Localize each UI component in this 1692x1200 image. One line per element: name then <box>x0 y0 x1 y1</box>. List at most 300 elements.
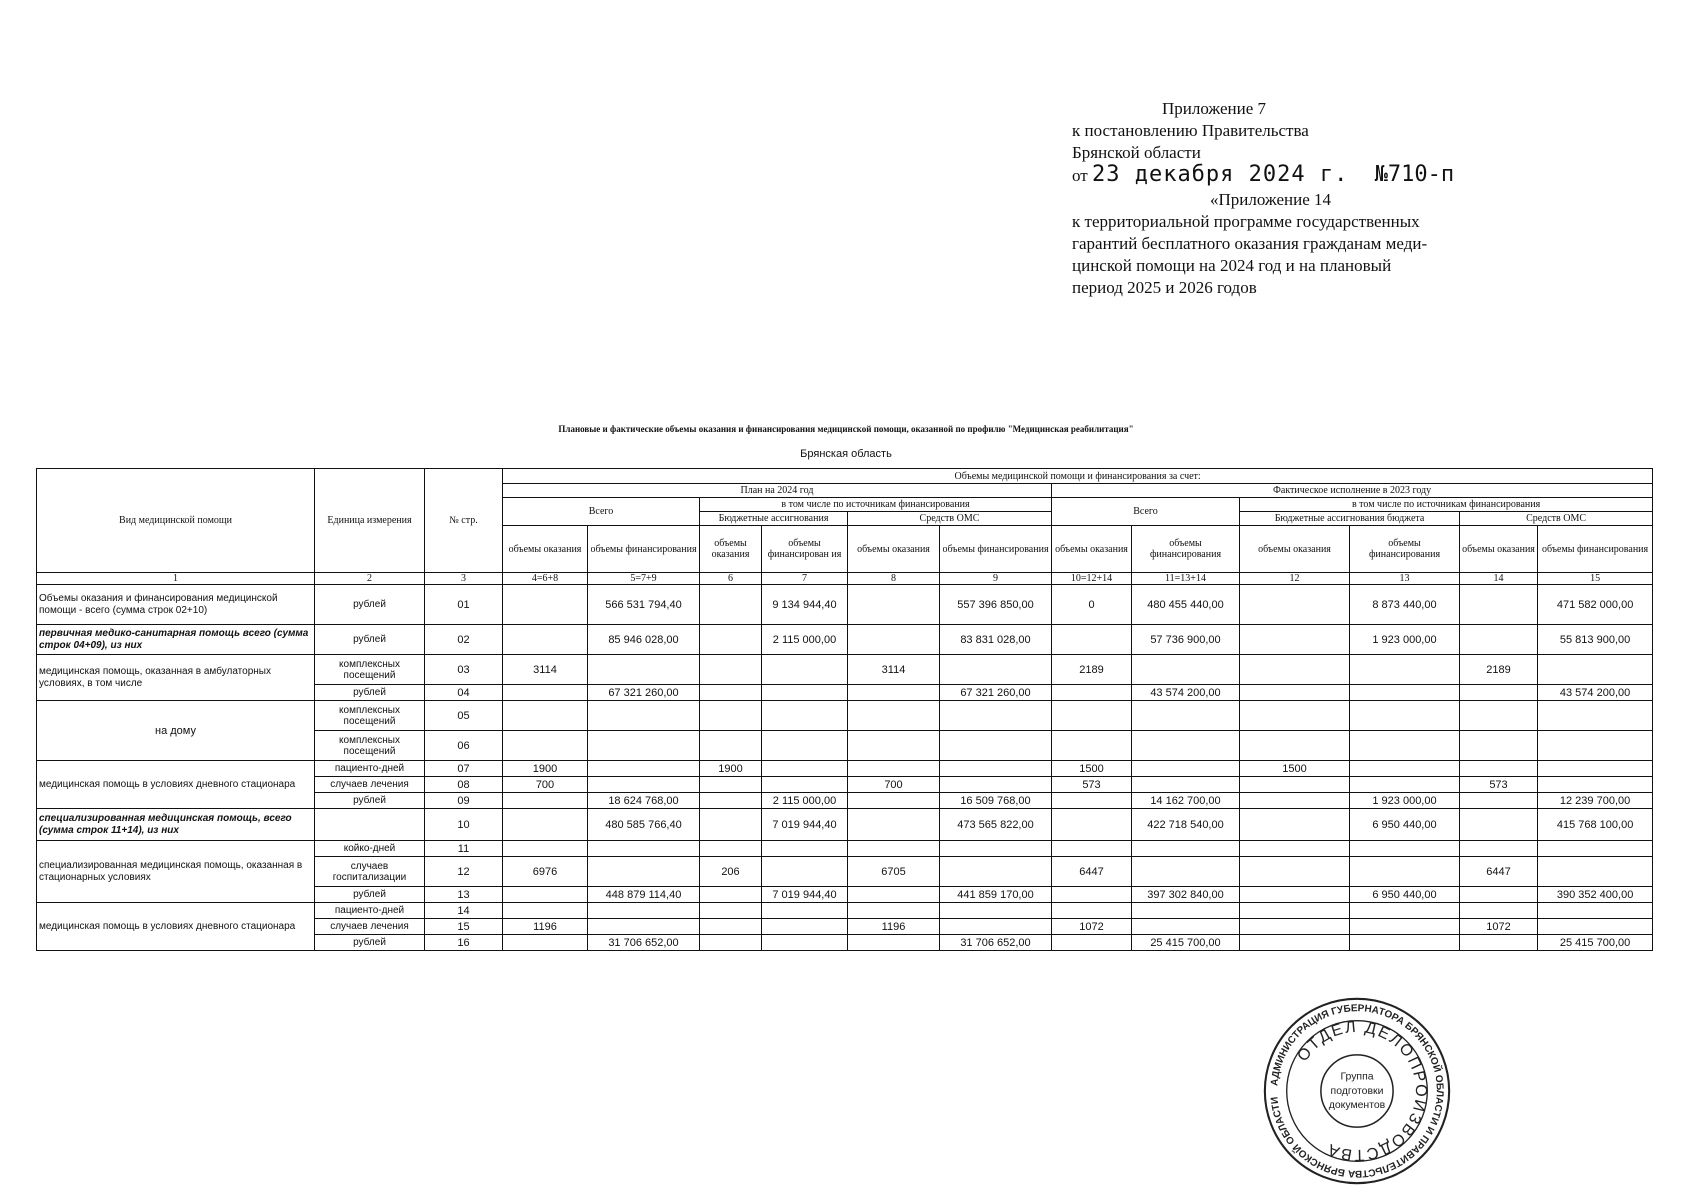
table-cell <box>1052 685 1132 701</box>
table-cell <box>1350 701 1460 731</box>
table-cell <box>1052 935 1132 951</box>
header-line: период 2025 и 2026 годов <box>1072 278 1257 297</box>
table-cell <box>1240 701 1350 731</box>
table-cell <box>940 919 1052 935</box>
table-cell <box>700 903 762 919</box>
row-unit: комплексных посещений <box>315 731 425 761</box>
table-cell <box>1240 655 1350 685</box>
table-cell <box>1240 777 1350 793</box>
table-cell <box>1052 731 1132 761</box>
table-cell: 7 019 944,40 <box>762 809 848 841</box>
table-cell: 9 134 944,40 <box>762 585 848 625</box>
table-cell <box>1460 809 1538 841</box>
table-cell: 67 321 260,00 <box>588 685 700 701</box>
col-header-fact-oms: Средств ОМС <box>1460 512 1653 526</box>
table-cell <box>848 903 940 919</box>
table-cell <box>503 809 588 841</box>
rehab-volumes-table <box>36 468 1653 951</box>
col-index: 12 <box>1240 573 1350 585</box>
col-header-str: № стр. <box>425 469 503 573</box>
table-cell <box>848 731 940 761</box>
col-header-vid: Вид медицинской помощи <box>37 469 315 573</box>
table-cell: 473 565 822,00 <box>940 809 1052 841</box>
table-cell <box>1052 625 1132 655</box>
table-cell <box>1052 841 1132 857</box>
table-row <box>37 841 1653 857</box>
table-cell <box>1132 777 1240 793</box>
table-cell: 390 352 400,00 <box>1538 887 1653 903</box>
table-row <box>37 585 1653 625</box>
row-unit: случаев госпитализации <box>315 857 425 887</box>
col-index: 3 <box>425 573 503 585</box>
table-cell <box>1240 857 1350 887</box>
table-row <box>37 655 1653 685</box>
table-cell: 25 415 700,00 <box>1132 935 1240 951</box>
table-cell <box>1240 841 1350 857</box>
row-number: 08 <box>425 777 503 793</box>
col-header-fact-budget: Бюджетные ассигнования бюджета <box>1240 512 1460 526</box>
table-cell: 480 585 766,40 <box>588 809 700 841</box>
table-cell <box>848 625 940 655</box>
table-cell <box>588 655 700 685</box>
table-cell: 557 396 850,00 <box>940 585 1052 625</box>
table-cell <box>1132 919 1240 935</box>
table-cell <box>1538 841 1653 857</box>
row-unit: комплексных посещений <box>315 655 425 685</box>
table-cell: 0 <box>1052 585 1132 625</box>
row-number: 10 <box>425 809 503 841</box>
table-cell: 12 239 700,00 <box>1538 793 1653 809</box>
table-cell <box>1240 903 1350 919</box>
table-cell <box>1132 701 1240 731</box>
row-name: первичная медико-санитарная помощь всего (сумма строк 04+09), из них <box>37 625 315 655</box>
col-index: 1 <box>37 573 315 585</box>
table-cell: 1196 <box>848 919 940 935</box>
table-cell <box>848 685 940 701</box>
table-cell: 573 <box>1052 777 1132 793</box>
col-header-c6: объемы оказания <box>700 526 762 573</box>
col-header-c4: объемы оказания <box>503 526 588 573</box>
table-cell <box>1240 731 1350 761</box>
table-cell <box>1132 655 1240 685</box>
table-cell <box>588 841 700 857</box>
table-cell: 1196 <box>503 919 588 935</box>
col-header-c11: объемы финансирования <box>1132 526 1240 573</box>
table-cell <box>848 809 940 841</box>
col-header-volumes: Объемы медицинской помощи и финансирования за счет: <box>503 469 1653 484</box>
decree-number: №710-п <box>1374 162 1455 187</box>
table-cell <box>940 701 1052 731</box>
row-unit: рублей <box>315 685 425 701</box>
table-cell <box>1538 777 1653 793</box>
table-cell <box>762 919 848 935</box>
stamp-center-line: документов <box>1328 1100 1386 1112</box>
column-index-row <box>37 573 1653 585</box>
table-cell <box>1240 887 1350 903</box>
table-cell: 2189 <box>1052 655 1132 685</box>
table-cell <box>1538 701 1653 731</box>
table-cell <box>1240 935 1350 951</box>
table-cell <box>1052 809 1132 841</box>
table-cell <box>588 777 700 793</box>
col-index: 10=12+14 <box>1052 573 1132 585</box>
table-cell: 6 950 440,00 <box>1350 809 1460 841</box>
table-row <box>37 903 1653 919</box>
table-cell: 43 574 200,00 <box>1538 685 1653 701</box>
row-number: 01 <box>425 585 503 625</box>
table-cell <box>762 841 848 857</box>
row-unit: пациенто-дней <box>315 761 425 777</box>
table-cell: 1072 <box>1052 919 1132 935</box>
table-cell <box>700 655 762 685</box>
row-unit: случаев лечения <box>315 919 425 935</box>
table-cell: 2 115 000,00 <box>762 793 848 809</box>
col-index: 11=13+14 <box>1132 573 1240 585</box>
row-number: 14 <box>425 903 503 919</box>
table-cell: 3114 <box>848 655 940 685</box>
table-title: Плановые и фактические объемы оказания и финансирования медицинской помощи, оказанной по профилю "Медицинская реабилитация" <box>558 424 1134 434</box>
table-cell <box>700 625 762 655</box>
table-cell: 83 831 028,00 <box>940 625 1052 655</box>
col-header-c10: объемы оказания <box>1052 526 1132 573</box>
table-cell <box>762 731 848 761</box>
table-cell <box>588 903 700 919</box>
table-cell: 85 946 028,00 <box>588 625 700 655</box>
row-name: медицинская помощь в условиях дневного стационара <box>37 903 315 951</box>
table-cell <box>1240 919 1350 935</box>
table-cell <box>1350 731 1460 761</box>
col-header-plan-budget: Бюджетные ассигнования <box>700 512 848 526</box>
table-cell <box>700 777 762 793</box>
header-line: к территориальной программе государственных <box>1072 212 1420 231</box>
table-cell <box>940 903 1052 919</box>
table-cell: 14 162 700,00 <box>1132 793 1240 809</box>
table-cell: 2 115 000,00 <box>762 625 848 655</box>
table-cell: 1072 <box>1460 919 1538 935</box>
table-cell: 31 706 652,00 <box>588 935 700 951</box>
table-cell <box>700 585 762 625</box>
table-cell <box>700 809 762 841</box>
col-index: 13 <box>1350 573 1460 585</box>
table-cell: 16 509 768,00 <box>940 793 1052 809</box>
table-cell <box>1350 857 1460 887</box>
table-cell <box>940 857 1052 887</box>
col-header-plan-total: Всего <box>503 498 700 526</box>
col-index: 2 <box>315 573 425 585</box>
table-cell <box>1052 887 1132 903</box>
table-cell <box>940 731 1052 761</box>
header-line: к постановлению Правительства <box>1072 121 1309 140</box>
row-number: 05 <box>425 701 503 731</box>
col-header-c9: объемы финансирования <box>940 526 1052 573</box>
decree-date-line <box>1072 164 1512 187</box>
table-cell <box>503 585 588 625</box>
table-cell <box>1052 701 1132 731</box>
table-cell <box>1538 919 1653 935</box>
table-cell <box>940 841 1052 857</box>
col-index: 8 <box>848 573 940 585</box>
stamp-ring-text: АДМИНИСТРАЦИЯ ГУБЕРНАТОРА БРЯНСКОЙ ОБЛАСТИ И ПРАВИТЕЛЬСТВА БРЯНСКОЙ ОБЛАСТИ <box>1269 1003 1445 1179</box>
row-unit: рублей <box>315 793 425 809</box>
table-cell <box>1132 857 1240 887</box>
table-cell: 441 859 170,00 <box>940 887 1052 903</box>
table-cell: 1500 <box>1052 761 1132 777</box>
table-cell <box>762 701 848 731</box>
table-cell: 206 <box>700 857 762 887</box>
row-number: 04 <box>425 685 503 701</box>
table-cell <box>940 777 1052 793</box>
table-cell <box>1350 841 1460 857</box>
table-cell <box>1460 625 1538 655</box>
table-cell: 6976 <box>503 857 588 887</box>
table-cell: 6447 <box>1460 857 1538 887</box>
row-name: на дому <box>37 701 315 761</box>
table-cell <box>762 777 848 793</box>
table-cell <box>503 701 588 731</box>
table-cell <box>700 887 762 903</box>
table-cell <box>1350 655 1460 685</box>
table-cell: 700 <box>848 777 940 793</box>
row-number: 03 <box>425 655 503 685</box>
table-cell <box>1132 903 1240 919</box>
table-cell: 415 768 100,00 <box>1538 809 1653 841</box>
row-name: специализированная медицинская помощь, оказанная в стационарных условиях <box>37 841 315 903</box>
table-cell <box>1052 793 1132 809</box>
table-cell <box>503 887 588 903</box>
table-cell: 1 923 000,00 <box>1350 793 1460 809</box>
table-cell <box>1460 887 1538 903</box>
table-cell <box>762 935 848 951</box>
header-line: Брянской области <box>1072 143 1201 162</box>
table-cell: 6705 <box>848 857 940 887</box>
table-cell <box>588 761 700 777</box>
col-header-unit: Единица измерения <box>315 469 425 573</box>
table-cell: 57 736 900,00 <box>1132 625 1240 655</box>
table-row <box>37 761 1653 777</box>
table-cell <box>700 841 762 857</box>
col-header-c15: объемы финансирования <box>1538 526 1653 573</box>
table-cell: 7 019 944,40 <box>762 887 848 903</box>
table-cell <box>588 731 700 761</box>
table-cell <box>503 903 588 919</box>
table-cell: 2189 <box>1460 655 1538 685</box>
document-header <box>1072 98 1512 299</box>
table-cell <box>503 731 588 761</box>
table-cell: 397 302 840,00 <box>1132 887 1240 903</box>
table-cell <box>762 903 848 919</box>
table-cell <box>503 935 588 951</box>
decree-date: 23 декабря 2024 г. <box>1091 162 1349 187</box>
table-cell <box>762 655 848 685</box>
table-cell <box>1538 761 1653 777</box>
col-header-fact-total: Всего <box>1052 498 1240 526</box>
table-cell: 471 582 000,00 <box>1538 585 1653 625</box>
table-cell <box>1538 731 1653 761</box>
table-cell <box>1460 685 1538 701</box>
table-cell <box>848 793 940 809</box>
table-row <box>37 625 1653 655</box>
table-cell <box>1460 701 1538 731</box>
table-cell: 1 923 000,00 <box>1350 625 1460 655</box>
table-cell <box>588 919 700 935</box>
table-cell <box>700 919 762 935</box>
col-header-c5: объемы финансирования <box>588 526 700 573</box>
table-cell: 25 415 700,00 <box>1538 935 1653 951</box>
col-index: 7 <box>762 573 848 585</box>
col-header-plan-sources: в том числе по источникам финансирования <box>700 498 1052 512</box>
row-number: 09 <box>425 793 503 809</box>
row-number: 12 <box>425 857 503 887</box>
col-header-plan-oms: Средств ОМС <box>848 512 1052 526</box>
table-cell <box>503 793 588 809</box>
table-cell <box>1350 685 1460 701</box>
table-cell <box>1460 841 1538 857</box>
table-cell <box>1240 809 1350 841</box>
row-unit: рублей <box>315 935 425 951</box>
table-cell <box>503 841 588 857</box>
table-cell: 448 879 114,40 <box>588 887 700 903</box>
table-cell <box>503 685 588 701</box>
table-cell <box>848 701 940 731</box>
table-cell: 422 718 540,00 <box>1132 809 1240 841</box>
col-header-c8: объемы оказания <box>848 526 940 573</box>
col-header-c14: объемы оказания <box>1460 526 1538 573</box>
row-name: специализированная медицинская помощь, всего (сумма строк 11+14), из них <box>37 809 315 841</box>
col-header-c12: объемы оказания <box>1240 526 1350 573</box>
table-cell <box>1240 625 1350 655</box>
table-row <box>37 809 1653 841</box>
header-line: гарантий бесплатного оказания гражданам меди- <box>1072 234 1428 253</box>
table-cell <box>1350 935 1460 951</box>
table-cell <box>1460 793 1538 809</box>
table-cell <box>1350 777 1460 793</box>
row-unit: пациенто-дней <box>315 903 425 919</box>
appendix-14-title: «Приложение 14 <box>1210 190 1331 209</box>
col-index: 15 <box>1538 573 1653 585</box>
table-cell <box>1538 655 1653 685</box>
row-number: 11 <box>425 841 503 857</box>
table-cell: 1500 <box>1240 761 1350 777</box>
col-index: 6 <box>700 573 762 585</box>
table-cell: 573 <box>1460 777 1538 793</box>
table-cell <box>1052 903 1132 919</box>
table-cell <box>848 841 940 857</box>
table-cell <box>762 857 848 887</box>
row-number: 15 <box>425 919 503 935</box>
table-cell <box>588 701 700 731</box>
table-cell <box>1240 685 1350 701</box>
table-cell <box>848 761 940 777</box>
table-cell <box>1460 903 1538 919</box>
row-name: Объемы оказания и финансирования медицинской помощи - всего (сумма строк 02+10) <box>37 585 315 625</box>
col-header-plan: План на 2024 год <box>503 484 1052 498</box>
table-cell <box>700 685 762 701</box>
region-label: Брянская область <box>800 448 892 460</box>
row-unit <box>315 809 425 841</box>
col-index: 4=6+8 <box>503 573 588 585</box>
table-cell <box>848 887 940 903</box>
stamp-center-line: подготовки <box>1330 1085 1384 1097</box>
table-cell <box>1240 585 1350 625</box>
col-index: 5=7+9 <box>588 573 700 585</box>
col-header-c13: объемы финансирования <box>1350 526 1460 573</box>
row-unit: рублей <box>315 585 425 625</box>
table-cell <box>940 761 1052 777</box>
appendix-title: Приложение 7 <box>1162 99 1266 118</box>
table-cell <box>1460 761 1538 777</box>
table-cell <box>1350 903 1460 919</box>
table-cell <box>1460 935 1538 951</box>
table-cell <box>1132 761 1240 777</box>
table-cell <box>1240 793 1350 809</box>
from-label: от <box>1072 166 1088 185</box>
col-index: 9 <box>940 573 1052 585</box>
row-unit: случаев лечения <box>315 777 425 793</box>
table-cell <box>848 585 940 625</box>
table-row <box>37 701 1653 731</box>
table-cell <box>848 935 940 951</box>
col-index: 14 <box>1460 573 1538 585</box>
table-cell <box>1538 903 1653 919</box>
table-cell: 6 950 440,00 <box>1350 887 1460 903</box>
table-body <box>37 585 1653 951</box>
table-cell <box>1132 731 1240 761</box>
table-cell: 6447 <box>1052 857 1132 887</box>
stamp-center-line: Группа <box>1340 1071 1374 1083</box>
table-cell <box>503 625 588 655</box>
table-cell: 18 624 768,00 <box>588 793 700 809</box>
table-cell <box>1132 841 1240 857</box>
row-unit: рублей <box>315 625 425 655</box>
table-cell: 3114 <box>503 655 588 685</box>
col-header-fact-sources: в том числе по источникам финансирования <box>1240 498 1653 512</box>
table-cell <box>1460 585 1538 625</box>
row-number: 16 <box>425 935 503 951</box>
header-line: цинской помощи на 2024 год и на плановый <box>1072 256 1392 275</box>
row-number: 06 <box>425 731 503 761</box>
table-cell: 480 455 440,00 <box>1132 585 1240 625</box>
row-number: 07 <box>425 761 503 777</box>
table-cell <box>1350 919 1460 935</box>
table-cell: 700 <box>503 777 588 793</box>
table-cell <box>700 701 762 731</box>
table-cell <box>700 793 762 809</box>
row-name: медицинская помощь, оказанная в амбулаторных условиях, в том числе <box>37 655 315 701</box>
row-unit: комплексных посещений <box>315 701 425 731</box>
table-cell <box>588 857 700 887</box>
table-cell: 67 321 260,00 <box>940 685 1052 701</box>
table-cell: 8 873 440,00 <box>1350 585 1460 625</box>
table-cell: 1900 <box>700 761 762 777</box>
row-name: медицинская помощь в условиях дневного стационара <box>37 761 315 809</box>
table-cell: 43 574 200,00 <box>1132 685 1240 701</box>
table-cell: 1900 <box>503 761 588 777</box>
table-cell <box>1538 857 1653 887</box>
row-unit: койко-дней <box>315 841 425 857</box>
table-cell: 31 706 652,00 <box>940 935 1052 951</box>
table-cell <box>700 731 762 761</box>
table-cell <box>1350 761 1460 777</box>
table-cell: 566 531 794,40 <box>588 585 700 625</box>
table-cell <box>762 761 848 777</box>
official-stamp <box>1262 996 1452 1186</box>
table-cell <box>940 655 1052 685</box>
row-unit: рублей <box>315 887 425 903</box>
table-cell <box>1460 731 1538 761</box>
col-header-c7: объемы финансирован ия <box>762 526 848 573</box>
table-cell <box>762 685 848 701</box>
row-number: 02 <box>425 625 503 655</box>
